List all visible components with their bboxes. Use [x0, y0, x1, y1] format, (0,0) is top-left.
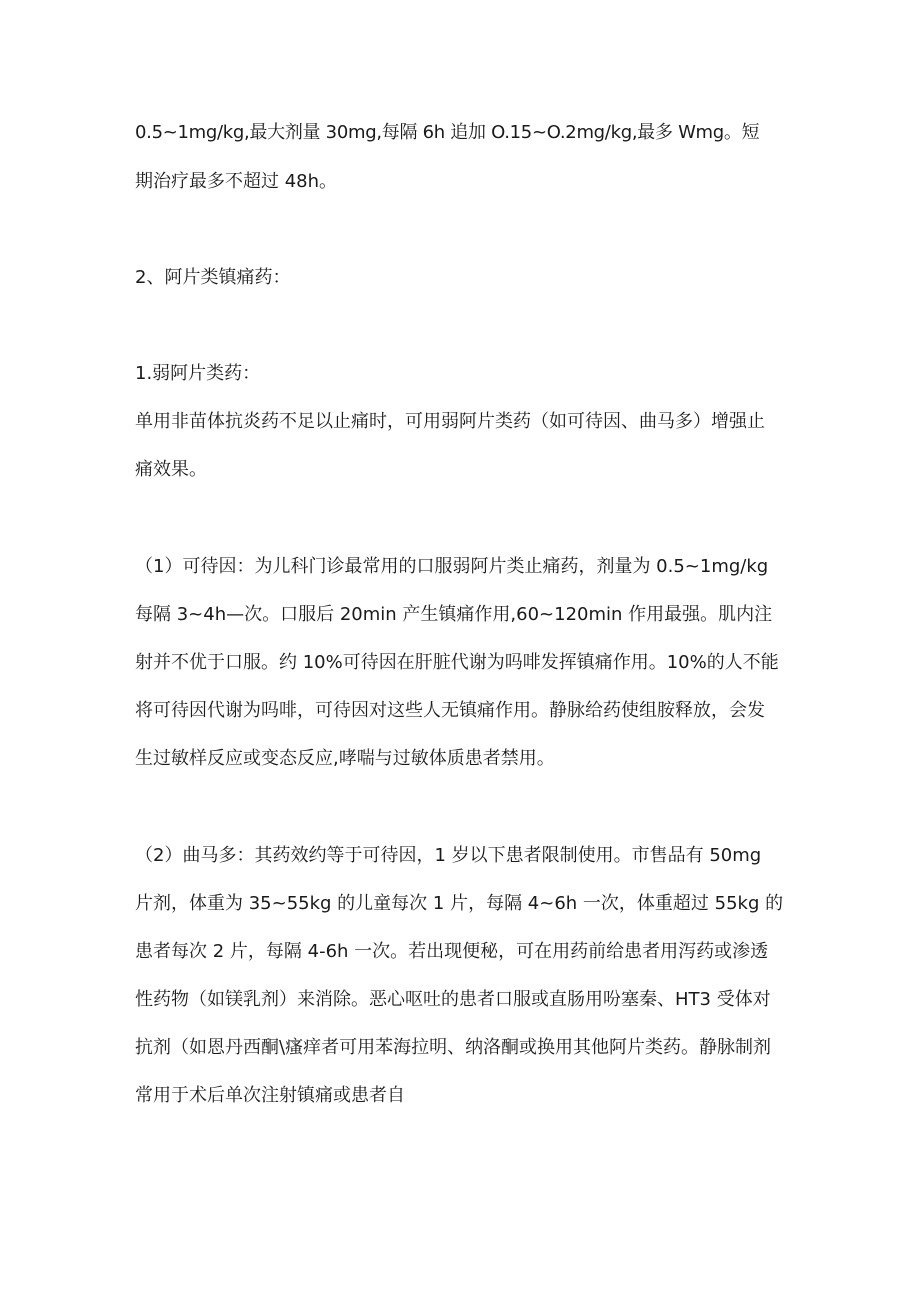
para1-line1: 0.5~1mg/kg,最大剂量 30mg,每隔 6h 追加 O.15~O.2mg/kg,最多 Wmg。短	[135, 122, 760, 143]
para4-line3: 患者每次 2 片，每隔 4-6h 一次。若出现便秘，可在用药前给患者用泻药或渗透	[135, 941, 769, 962]
para4-line2: 片剂，体重为 35~55kg 的儿童每次 1 片，每隔 4~6h 一次，体重超过 55kg 的	[135, 893, 784, 914]
para3-line1: （1）可待因：为儿科门诊最常用的口服弱阿片类止痛药，剂量为 0.5~1mg/kg	[135, 556, 769, 577]
para4-line1: （2）曲马多：其药效约等于可待因，1 岁以下患者限制使用。市售品有 50mg	[135, 845, 762, 866]
para3-line3: 射并不优于口服。约 10%可待因在肝脏代谢为吗啡发挥镇痛作用。10%的人不能	[135, 652, 779, 673]
para4-line4: 性药物（如镁乳剂）来消除。恶心呕吐的患者口服或直肠用吩塞秦、HT3 受体对	[135, 989, 771, 1010]
para3-line2: 每隔 3~4h—次。口服后 20min 产生镇痛作用,60~120min 作用最强。肌内注	[135, 604, 773, 625]
para3-line5: 生过敏样反应或变态反应,哮喘与过敏体质患者禁用。	[135, 748, 555, 769]
para4-line6: 常用于术后单次注射镇痛或患者自	[135, 1085, 405, 1106]
para4-line5: 抗剂（如恩丹西酮\瘙痒者可用苯海拉明、纳洛酮或换用其他阿片类药。静脉制剂	[135, 1037, 772, 1058]
para1-line2: 期治疗最多不超过 48h。	[135, 171, 338, 192]
subheading-1: 1.弱阿片类药：	[135, 363, 261, 384]
para2-line1: 单用非苗体抗炎药不足以止痛时，可用弱阿片类药（如可待因、曲马多）增强止	[135, 411, 765, 432]
para2-line2: 痛效果。	[135, 459, 207, 480]
section-heading-2: 2、阿片类镇痛药：	[135, 267, 291, 288]
para3-line4: 将可待因代谢为吗啡，可待因对这些人无镇痛作用。静脉给药使组胺释放，会发	[135, 700, 765, 721]
